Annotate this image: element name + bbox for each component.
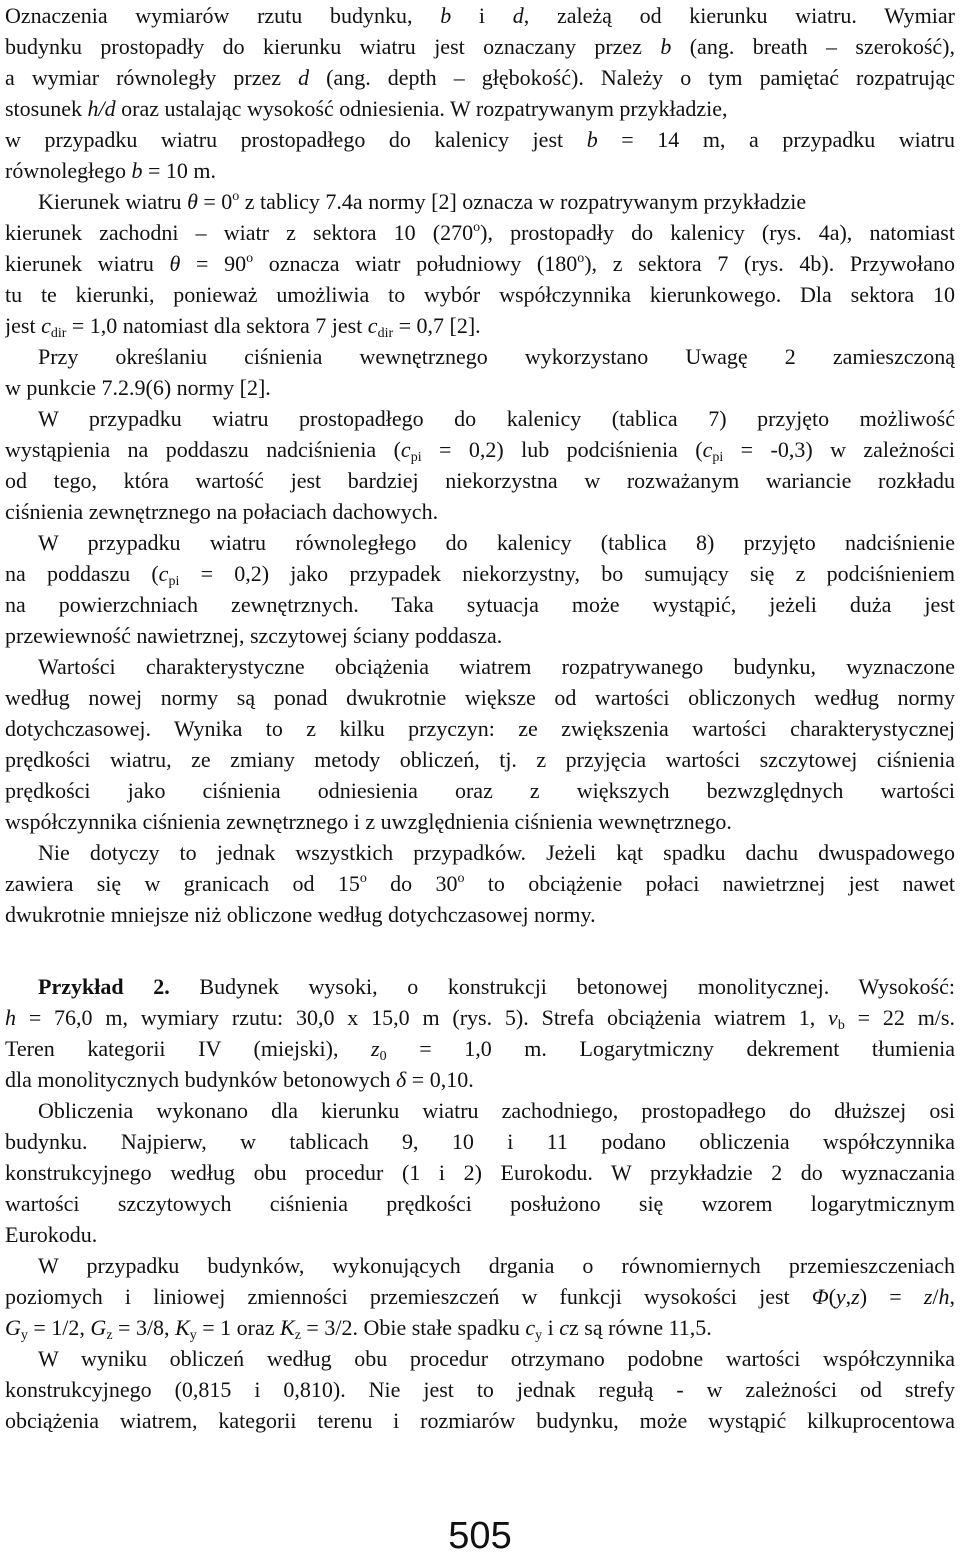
superscript: o (577, 251, 585, 266)
italic-symbol: b (440, 3, 452, 28)
superscript: o (246, 251, 254, 266)
text-line (38, 1095, 955, 1126)
superscript: o (232, 189, 240, 204)
text-run: równoległego (5, 158, 132, 183)
text-run: Nie dotyczy to jednak wszystkich przypadków. Jeżeli kąt spadku dachu dwuspadowego (38, 840, 955, 865)
text-line (38, 341, 955, 372)
subscript: 0 (379, 1049, 387, 1064)
text-run: dwukrotnie mniejsze niż obliczone według dotychczasowej normy. (5, 902, 596, 927)
text-run: i (451, 3, 513, 28)
text-line (38, 403, 955, 434)
text-run: W przypadku wiatru równoległego do kalenicy (tablica 8) przyjęto nadciśnienie (38, 530, 955, 555)
bold-heading: Przykład 2. (38, 974, 170, 999)
italic-symbol: b (660, 34, 672, 59)
text-run: W wyniku obliczeń według obu procedur otrzymano podobne wartości współczynnika (38, 1346, 955, 1371)
italic-symbol: c (400, 437, 411, 462)
subscript: b (837, 1018, 845, 1033)
text-run: w przypadku wiatru prostopadłego do kalenicy jest (5, 127, 587, 152)
italic-symbol: d (512, 3, 524, 28)
text-run: (ang. depth – głębokość). Należy o tym pamiętać rozpatrując (309, 65, 955, 90)
text-line (38, 186, 955, 217)
text-line (5, 620, 955, 651)
text-run: = 1,0 natomiast dla sektora 7 jest (66, 313, 368, 338)
text-run: ) = (859, 1284, 924, 1309)
text-run: oznacza wiatr południowy (180 (253, 251, 578, 276)
italic-symbol: b (586, 127, 598, 152)
text-run: Eurokodu. (5, 1222, 98, 1247)
text-run: budynku. Najpierw, w tablicach 9, 10 i 11 podano obliczenia współczynnika (5, 1129, 955, 1154)
text-run: ), z sektora 7 (rys. 4b). Przywołano (584, 251, 955, 276)
text-run: W przypadku wiatru prostopadłego do kalenicy (tablica 7) przyjęto możliwość (38, 406, 955, 431)
text-run: = 3/2. Obie stałe spadku (300, 1315, 526, 1340)
italic-symbol: h (5, 1005, 16, 1030)
subscript: pi (712, 450, 724, 465)
text-line (5, 1312, 955, 1343)
text-line (5, 62, 955, 93)
italic-symbol: θ (187, 189, 198, 214)
italic-symbol: c (367, 313, 378, 338)
text-run: w punkcie 7.2.9(6) normy [2]. (5, 375, 271, 400)
text-line (5, 1374, 955, 1405)
text-run: na powierzchniach zewnętrznych. Taka sytuacja może wystąpić, jeżeli duża jest (5, 592, 955, 617)
subscript: dir (377, 326, 394, 341)
text-run: z tablicy 7.4a normy [2] oznacza w rozpatrywanym przykładzie (239, 189, 807, 214)
text-line (38, 1250, 955, 1281)
subscript: z (106, 1328, 113, 1343)
text-run: = -0,3) w zależności (723, 437, 955, 462)
text-line (5, 93, 955, 124)
italic-symbol: z (371, 1036, 380, 1061)
text-run: , (845, 1284, 852, 1309)
subscript: pi (168, 574, 180, 589)
text-run: = 22 m/s. (844, 1005, 955, 1030)
subscript: y (20, 1328, 28, 1343)
text-line (5, 434, 955, 465)
text-run: kierunek zachodni – wiatr z sektora 10 (270 (5, 220, 474, 245)
text-run: to obciążenie połaci nawietrznej jest nawet (464, 871, 955, 896)
italic-symbol: h (938, 1284, 950, 1309)
text-run: = 1/2, (27, 1315, 91, 1340)
text-line (5, 682, 955, 713)
text-run: prędkości jako ciśnienia odniesienia oraz z większych bezwzględnych wartości (5, 778, 955, 803)
italic-symbol: y (835, 1284, 846, 1309)
text-run: (ang. breath – szerokość), (671, 34, 955, 59)
subscript: dir (50, 326, 67, 341)
subscript: y (535, 1328, 543, 1343)
text-run: , zależą od kierunku wiatru. Wymiar (523, 3, 955, 28)
text-line (5, 1157, 955, 1188)
text-line (5, 1405, 955, 1436)
text-run: jest (5, 313, 42, 338)
text-run: = 3/8, (112, 1315, 176, 1340)
text-run: kierunek wiatru (5, 251, 170, 276)
italic-symbol: c (41, 313, 51, 338)
text-line (38, 837, 955, 868)
text-line (5, 465, 955, 496)
text-line (5, 806, 955, 837)
text-line (5, 558, 955, 589)
text-run: według nowej normy są ponad dwukrotnie większe od wartości obliczonych według normy (5, 685, 955, 710)
italic-symbol: c (559, 1315, 570, 1340)
italic-symbol: K (280, 1315, 295, 1340)
text-run: poziomych i liniowej zmienności przemieszczeń w funkcji wysokości jest (5, 1284, 812, 1309)
italic-symbol: z (851, 1284, 860, 1309)
text-line (5, 124, 955, 155)
text-run: = 0,2) jako przypadek niekorzystny, bo sumujący się z podciśnieniem (179, 561, 955, 586)
text-line (5, 155, 955, 186)
text-line (5, 1126, 955, 1157)
text-run: = 1 oraz (196, 1315, 281, 1340)
italic-symbol: v (828, 1005, 838, 1030)
text-line (5, 1033, 955, 1064)
text-line (5, 496, 955, 527)
italic-symbol: G (90, 1315, 107, 1340)
text-run: ), prostopadły do kalenicy (rys. 4a), natomiast (480, 220, 955, 245)
text-run: współczynnika ciśnienia zewnętrznego i z uwzględnienia ciśnienia wewnętrznego. (5, 809, 732, 834)
text-run: / (932, 1284, 939, 1309)
text-line (5, 899, 955, 930)
text-run: tu te kierunki, ponieważ umożliwia to wybór współczynnika kierunkowego. Dla sektora 10 (5, 282, 955, 307)
text-line (5, 0, 955, 31)
text-run: = 0,2) lub podciśnienia ( (421, 437, 703, 462)
text-run: ( (828, 1284, 836, 1309)
superscript: o (359, 871, 367, 886)
superscript: o (457, 871, 465, 886)
text-line (5, 868, 955, 899)
text-run: = 90 (180, 251, 247, 276)
italic-symbol: z (923, 1284, 933, 1309)
italic-symbol: δ (396, 1067, 407, 1092)
text-run: = 0 (197, 189, 233, 214)
text-line (5, 1281, 955, 1312)
text-run: budynku prostopadły do kierunku wiatru jest oznaczany przez (5, 34, 661, 59)
text-run: przewiewność nawietrznej, szczytowej ściany poddasza. (5, 623, 503, 648)
italic-symbol: Φ (811, 1284, 829, 1309)
text-run: oraz ustalając wysokość odniesienia. W rozpatrywanym przykładzie, (115, 96, 728, 121)
text-run: stosunek (5, 96, 88, 121)
subscript: z (294, 1328, 301, 1343)
text-run: na poddaszu ( (5, 561, 159, 586)
text-run: do 30 (366, 871, 458, 896)
text-run: = 0,7 [2]. (393, 313, 481, 338)
text-run: dotychczasowej. Wynika to z kilku przyczyn: ze zwiększenia wartości charakterystycznej (5, 716, 955, 741)
text-line (38, 651, 955, 682)
text-run: konstrukcyjnego według obu procedur (1 i 2) Eurokodu. W przykładzie 2 do wyznaczania (5, 1160, 955, 1185)
text-run: Oznaczenia wymiarów rzutu budynku, (5, 3, 441, 28)
text-run: Budynek wysoki, o konstrukcji betonowej monolitycznej. Wysokość: (169, 974, 955, 999)
text-run: = 10 m. (142, 158, 216, 183)
text-line (38, 971, 955, 1002)
text-line (5, 1002, 955, 1033)
italic-symbol: θ (169, 251, 181, 276)
text-run: ciśnienia zewnętrznego na połaciach dachowych. (5, 499, 439, 524)
text-run: z (569, 1315, 579, 1340)
italic-symbol: h/d (87, 96, 116, 121)
text-run: wystąpienia na poddaszu nadciśnienia ( (5, 437, 401, 462)
text-line (5, 744, 955, 775)
text-line (5, 1064, 955, 1095)
text-line (5, 310, 955, 341)
text-run: Teren kategorii IV (miejski), (5, 1036, 372, 1061)
text-line (5, 248, 955, 279)
text-run: = 76,0 m, wymiary rzutu: 30,0 x 15,0 m (rys. 5). Strefa obciążenia wiatrem 1, (16, 1005, 829, 1030)
text-line (38, 1343, 955, 1374)
text-run: obciążenia wiatrem, kategorii terenu i rozmiarów budynku, może wystąpić kilkuprocentowa (5, 1408, 955, 1433)
text-run: od tego, która wartość jest bardziej niekorzystna w rozważanym wariancie rozkładu (5, 468, 955, 493)
subscript: y (189, 1328, 197, 1343)
italic-symbol: G (5, 1315, 21, 1340)
text-run: Kierunek wiatru (38, 189, 188, 214)
text-run: a wymiar równoległy przez (5, 65, 299, 90)
text-run: , (949, 1284, 955, 1309)
text-line (5, 217, 955, 248)
text-line (5, 31, 955, 62)
text-run: konstrukcyjnego (0,815 i 0,810). Nie jest to jednak regułą - w zależności od strefy (5, 1377, 955, 1402)
text-run: = 14 m, a przypadku wiatru (597, 127, 955, 152)
text-run: Obliczenia wykonano dla kierunku wiatru zachodniego, prostopadłego do dłuższej osi (38, 1098, 955, 1123)
superscript: o (473, 220, 481, 235)
text-run: zawiera się w granicach od 15 (5, 871, 360, 896)
text-run: są równe 11,5. (578, 1315, 712, 1340)
text-run: prędkości wiatru, ze zmiany metody obliczeń, tj. z przyjęcia wartości szczytowej ciśnienia (5, 747, 955, 772)
italic-symbol: d (298, 65, 310, 90)
text-line (5, 372, 955, 403)
text-run: W przypadku budynków, wykonujących drgania o równomiernych przemieszczeniach (38, 1253, 955, 1278)
text-line (38, 527, 955, 558)
italic-symbol: c (525, 1315, 536, 1340)
text-line (5, 589, 955, 620)
text-line (5, 1219, 955, 1250)
text-run: Wartości charakterystyczne obciążenia wiatrem rozpatrywanego budynku, wyznaczone (38, 654, 955, 679)
text-run: Przy określaniu ciśnienia wewnętrznego wykorzystano Uwagę 2 zamieszczoną (38, 344, 955, 369)
text-run: = 0,10. (406, 1067, 474, 1092)
text-line (5, 775, 955, 806)
italic-symbol: c (702, 437, 713, 462)
text-run: wartości szczytowych ciśnienia prędkości posłużono się wzorem logarytmicznym (5, 1191, 955, 1216)
text-run: = 1,0 m. Logarytmiczny dekrement tłumienia (386, 1036, 955, 1061)
italic-symbol: b (131, 158, 143, 183)
subscript: pi (410, 450, 422, 465)
italic-symbol: c (158, 561, 169, 586)
text-line (5, 279, 955, 310)
page-number: 505 (448, 1515, 512, 1557)
text-line (5, 1188, 955, 1219)
text-line (5, 713, 955, 744)
italic-symbol: K (175, 1315, 190, 1340)
text-run: i (542, 1315, 560, 1340)
text-run: dla monolitycznych budynków betonowych (5, 1067, 397, 1092)
